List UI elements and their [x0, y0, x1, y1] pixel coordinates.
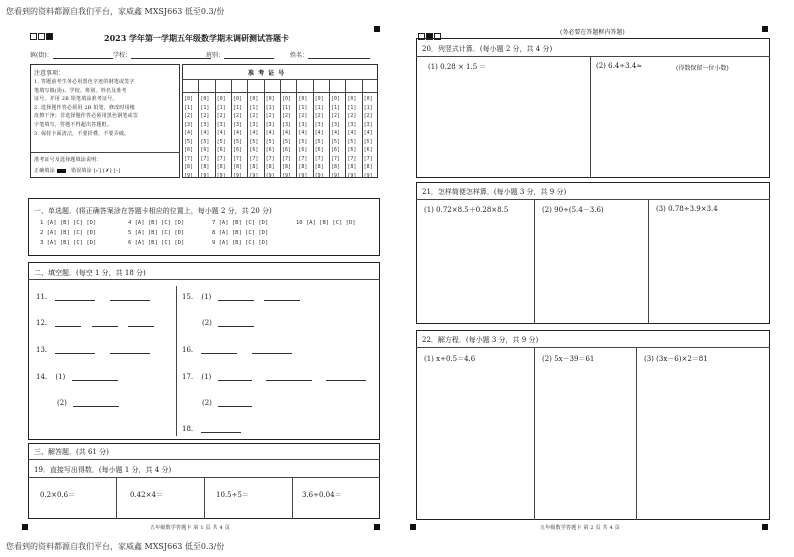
q20-item-2: (2) 6.4÷3.4≈ — [596, 62, 643, 70]
right-footer: 五年级数学答题卡 第 2 页 共 4 页 — [540, 525, 620, 531]
exam-bubble-column[interactable]: [0] [1] [2] [3] [4] [5] [6] [7] [8] [9] — [298, 96, 308, 179]
q19-item-3: 10.5÷5＝ — [216, 491, 249, 499]
exam-grid-divider — [231, 79, 232, 178]
exam-grid-divider — [345, 79, 346, 178]
exam-bubble-column[interactable]: [0] [1] [2] [3] [4] [5] [6] [7] [8] [9] — [363, 96, 373, 179]
q19-title: 19．直接写出得数．(每小题 1 分，共 4 分) — [34, 466, 172, 474]
q22-item-1: (1) x÷0.5＝4.6 — [424, 355, 476, 363]
exam-bubble-column[interactable]: [0] [1] [2] [3] [4] [5] [6] [7] [8] [9] — [184, 96, 194, 179]
q15: 15. (1) — [182, 292, 300, 301]
q13: 13. — [36, 345, 150, 354]
left-corner-mark-bl — [22, 524, 28, 530]
exam-bubble-column[interactable]: [0] [1] [2] [3] [4] [5] [6] [7] [8] [9] — [216, 96, 226, 179]
exam-bubble-column[interactable]: [0] [1] [2] [3] [4] [5] [6] [7] [8] [9] — [314, 96, 324, 179]
q20-title: 20．列竖式计算．(每小题 2 分，共 4 分) — [422, 45, 553, 53]
right-top-note: (务必要在答题框内答题) — [560, 29, 625, 36]
q22-item-2: (2) 5x－39＝61 — [542, 355, 595, 363]
q21-box — [416, 182, 770, 324]
section2-title: 二、填空题．(每空 1 分，共 18 分) — [34, 269, 146, 277]
q20-box — [416, 38, 770, 178]
left-title: 2023 学年第一学期五年级数学期末调研测试答题卡 — [104, 33, 290, 43]
exam-grid-divider — [264, 79, 265, 178]
q21-item-2: (2) 90÷(5.4－3.6) — [542, 206, 604, 214]
q18: 18. — [182, 424, 241, 433]
exam-grid-divider — [247, 79, 248, 178]
q16: 16. — [182, 345, 292, 354]
exam-bubble-column[interactable]: [0] [1] [2] [3] [4] [5] [6] [7] [8] [9] — [282, 96, 292, 179]
q12: 12. — [36, 318, 154, 327]
q19-item-1: 0.2×0.6＝ — [40, 491, 76, 499]
q22-item-3: (3) (3x－6)×2＝81 — [644, 355, 708, 363]
q15-2: (2) — [202, 318, 254, 327]
exam-grid-divider — [198, 79, 199, 178]
right-corner-mark-bl — [410, 524, 416, 530]
left-corner-squares — [30, 25, 54, 44]
section1-title: 一、单选题．(将正确答案涂在答题卡相应的位置上，每小题 2 分，共 20 分) — [34, 207, 272, 215]
right-corner-mark-tr — [762, 26, 768, 32]
exam-number-title: 准 考 证 号 — [248, 70, 286, 77]
q20-item-1: (1) 0.28 × 1.5 ＝ — [428, 63, 487, 71]
q14: 14. (1) — [36, 372, 118, 381]
q17: 17. (1) — [182, 372, 366, 381]
exam-grid-divider — [362, 79, 363, 178]
q22-title: 22．解方程．(每小题 3 分，共 9 分) — [422, 336, 539, 344]
exam-bubble-column[interactable]: [0] [1] [2] [3] [4] [5] [6] [7] [8] [9] — [249, 96, 259, 179]
exam-grid-divider — [215, 79, 216, 178]
section3-title: 三、解答题．(共 61 分) — [34, 448, 109, 456]
q17-2: (2) — [202, 398, 252, 407]
exam-grid-divider — [280, 79, 281, 178]
exam-grid-divider — [313, 79, 314, 178]
exam-bubble-column[interactable]: [0] [1] [2] [3] [4] [5] [6] [7] [8] [9] — [200, 96, 210, 179]
q19-item-2: 0.42×4＝ — [130, 491, 163, 499]
notes-title: 注意事项： — [34, 70, 65, 77]
exam-bubble-column[interactable]: [0] [1] [2] [3] [4] [5] [6] [7] [8] [9] — [265, 96, 275, 179]
exam-grid-divider — [296, 79, 297, 178]
q21-item-3: (3) 0.78÷3.9×3.4 — [656, 205, 718, 213]
left-corner-mark-br — [374, 524, 380, 530]
notes-list: 1. 答题前考生务必用黑色字迹的钢笔或签字 笔填写镇(街)、学校、班别、姓名及准考 证号，并用 2B 铅笔填涂准考证号。 2. 选择题作答必须用 2B 铅笔，修改时用橡 皮擦干净；非选择题作答必须用黑色钢笔或签 字笔填写，答题不得超出答题框。 3. 保持卡面清洁，不要折叠，不要弄破。 — [34, 79, 139, 137]
q21-title: 21．怎样简便怎样算．(每小题 3 分，共 9 分) — [422, 188, 567, 196]
exam-bubble-column[interactable]: [0] [1] [2] [3] [4] [5] [6] [7] [8] [9] — [331, 96, 341, 179]
q20-note: (得数保留一位小数) — [676, 65, 729, 72]
q19-item-4: 3.6÷0.04＝ — [302, 491, 342, 499]
exam-grid-divider — [329, 79, 330, 178]
left-footer: 五年级数学答题卡 第 1 页 共 4 页 — [150, 525, 230, 531]
field-name: 姓名： — [290, 50, 370, 59]
exam-bubble-column[interactable]: [0] [1] [2] [3] [4] [5] [6] [7] [8] [9] — [347, 96, 357, 179]
left-corner-mark-tr — [374, 26, 380, 32]
field-school: 学校： — [113, 50, 211, 59]
watermark-bottom: 您看到的资料都源自我们平台，家威鑫 MXSJ663 低至0.3/份 — [6, 542, 225, 551]
q14-2: (2) — [57, 398, 119, 407]
q21-item-1: (1) 0.72×8.5＋0.28×8.5 — [424, 206, 509, 214]
field-class: 班别： — [206, 50, 274, 59]
field-town: 镇(街)： — [30, 50, 113, 59]
watermark-top: 您看到的资料都源自我们平台，家威鑫 MXSJ663 低至0.3/份 — [6, 7, 225, 16]
exam-bubble-column[interactable]: [0] [1] [2] [3] [4] [5] [6] [7] [8] [9] — [233, 96, 243, 179]
notes-footer: 准考证号及选择题填涂说明： — [34, 157, 102, 163]
q11: 11. — [36, 292, 150, 301]
fill-legend: 正确填涂 错误填涂 [✓] [✗] [–] — [34, 168, 121, 174]
right-corner-mark-br — [762, 524, 768, 530]
